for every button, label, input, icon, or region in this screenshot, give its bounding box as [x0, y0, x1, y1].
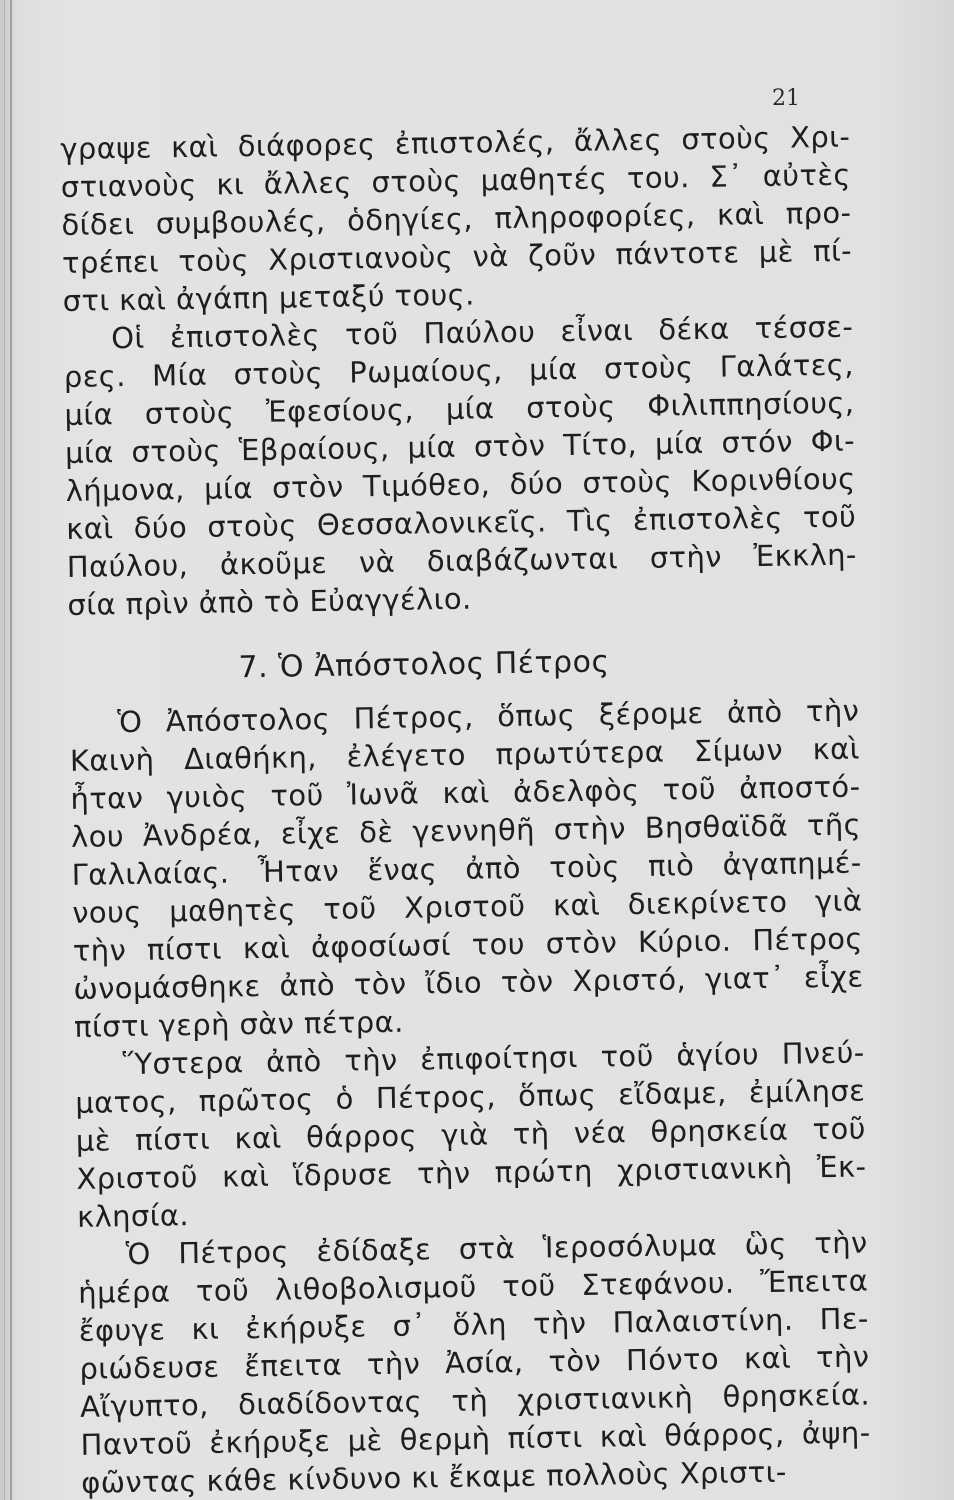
text-line: Χριστοῦ καὶ ἵδρυσε τὴν πρώτη χριστιανικὴ Ἐκ-	[76, 1149, 867, 1196]
text-line: τρέπει τοὺς Χριστιανοὺς νὰ ζοῦν πάντοτε μὲ πί-	[61, 233, 853, 280]
text-line: λήμονα, μία στὸν Τιμόθεο, δύο στοὺς Κορινθίους	[65, 461, 856, 508]
text-line: μία στοὺς Ἐφεσίους, μία στοὺς Φιλιππησίους,	[64, 385, 855, 432]
text-line: φῶντας κάθε κίνδυνο κι ἔκαμε πολλοὺς Χριστι-	[80, 1454, 787, 1500]
text-line: πίστι γερὴ σὰν πέτρα.	[73, 1004, 404, 1044]
text-line: Ὁ Πέτρος ἐδίδαξε στὰ Ἱεροσόλυμα ὣς τὴν	[125, 1225, 868, 1272]
text-line: νους μαθητὲς τοῦ Χριστοῦ καὶ διεκρίνετο γιὰ	[72, 883, 863, 930]
section-heading: 7. Ὁ Ἀπόστολος Πέτρος	[238, 644, 610, 686]
text-line: ρες. Μία στοὺς Ρωμαίους, μία στοὺς Γαλάτες,	[63, 347, 855, 394]
text-line: ἡμέρα τοῦ λιθοβολισμοῦ τοῦ Στεφάνου. Ἔπειτα	[78, 1263, 869, 1310]
paragraph	[63, 308, 858, 624]
paragraph	[77, 1223, 871, 1500]
page-edge-line	[10, 0, 12, 1500]
text-line: Οἱ ἐπιστολὲς τοῦ Παύλου εἶναι δέκα τέσσε-	[111, 309, 854, 356]
text-line: σία πρὶν ἀπὸ τὸ Εὐαγγέλιο.	[67, 581, 472, 622]
paragraph	[74, 1033, 867, 1235]
text-line: ἦταν γυιὸς τοῦ Ἰωνᾶ καὶ ἀδελφὸς τοῦ ἀποστό-	[70, 769, 861, 816]
text-line: δίδει συμβουλές, ὁδηγίες, πληροφορίες, καὶ προ-	[61, 195, 852, 242]
text-line: μία στοὺς Ἑβραίους, μία στὸν Τίτο, μία στόν Φι-	[64, 423, 856, 470]
text-line: Αἴγυπτο, διαδίδοντας τὴ χριστιανικὴ θρησκεία.	[79, 1377, 871, 1424]
text-line: Παντοῦ ἐκήρυξε μὲ θερμὴ πίστι καὶ θάρρος, ἀψη-	[80, 1415, 871, 1462]
text-line: Καινὴ Διαθήκη, ἐλέγετο πρωτύτερα Σίμων καὶ	[69, 731, 861, 778]
text-after-heading	[69, 692, 871, 1500]
text-line: γραψε καὶ διάφορες ἐπιστολές, ἄλλες στοὺς Χρι-	[60, 119, 851, 166]
text-line: ὠνομάσθηκε ἀπὸ τὸν ἴδιο τὸν Χριστό, γιατ᾽ εἶχε	[73, 959, 864, 1006]
text-line: ματος, πρῶτος ὁ Πέτρος, ὅπως εἴδαμε, ἐμίλησε	[75, 1073, 866, 1120]
paragraph	[60, 118, 853, 320]
text-line: καὶ δύο στοὺς Θεσσαλονικεῖς. Τὶς ἐπιστολὲς τοῦ	[66, 499, 857, 546]
text-line: τὴν πίστι καὶ ἀφοσίωσί του στὸν Κύριο. Πέτρος	[72, 921, 864, 968]
page-edge-shadow	[4, 0, 5, 1500]
text-line: Ὁ Ἀπόστολος Πέτρος, ὅπως ξέρομε ἀπὸ τὴν	[117, 693, 860, 740]
text-line: ἔφυγε κι ἐκήρυξε σ᾽ ὅλη τὴν Παλαιστίνη. Πε-	[78, 1301, 870, 1348]
page-number: 21	[772, 86, 800, 111]
text-before-heading	[60, 118, 858, 624]
text-line: Γαλιλαίας. Ἦταν ἕνας ἀπὸ τοὺς πιὸ ἀγαπημέ-	[71, 845, 862, 892]
text-line: στιανοὺς κι ἄλλες στοὺς μαθητές του. Σ᾽ αὐτὲς	[60, 157, 852, 204]
paragraph	[69, 692, 864, 1046]
text-block	[60, 118, 871, 1500]
text-line: ριώδευσε ἔπειτα τὴν Ἀσία, τὸν Πόντο καὶ τὴν	[79, 1339, 870, 1386]
text-line: Ὕστερα ἀπὸ τὴν ἐπιφοίτησι τοῦ ἁγίου Πνεύ-	[122, 1035, 865, 1082]
text-line: λου Ἀνδρέα, εἶχε δὲ γεννηθῆ στὴν Βησθαϊδᾶ τῆς	[70, 807, 862, 854]
text-line: Παύλου, ἀκοῦμε νὰ διαβάζωνται στὴν Ἐκκλη-	[66, 537, 858, 584]
text-line: στι καὶ ἀγάπη μεταξύ τους.	[62, 277, 475, 318]
text-line: κλησία.	[76, 1198, 190, 1234]
text-line: μὲ πίστι καὶ θάρρος γιὰ τὴ νέα θρησκεία τοῦ	[75, 1111, 867, 1158]
